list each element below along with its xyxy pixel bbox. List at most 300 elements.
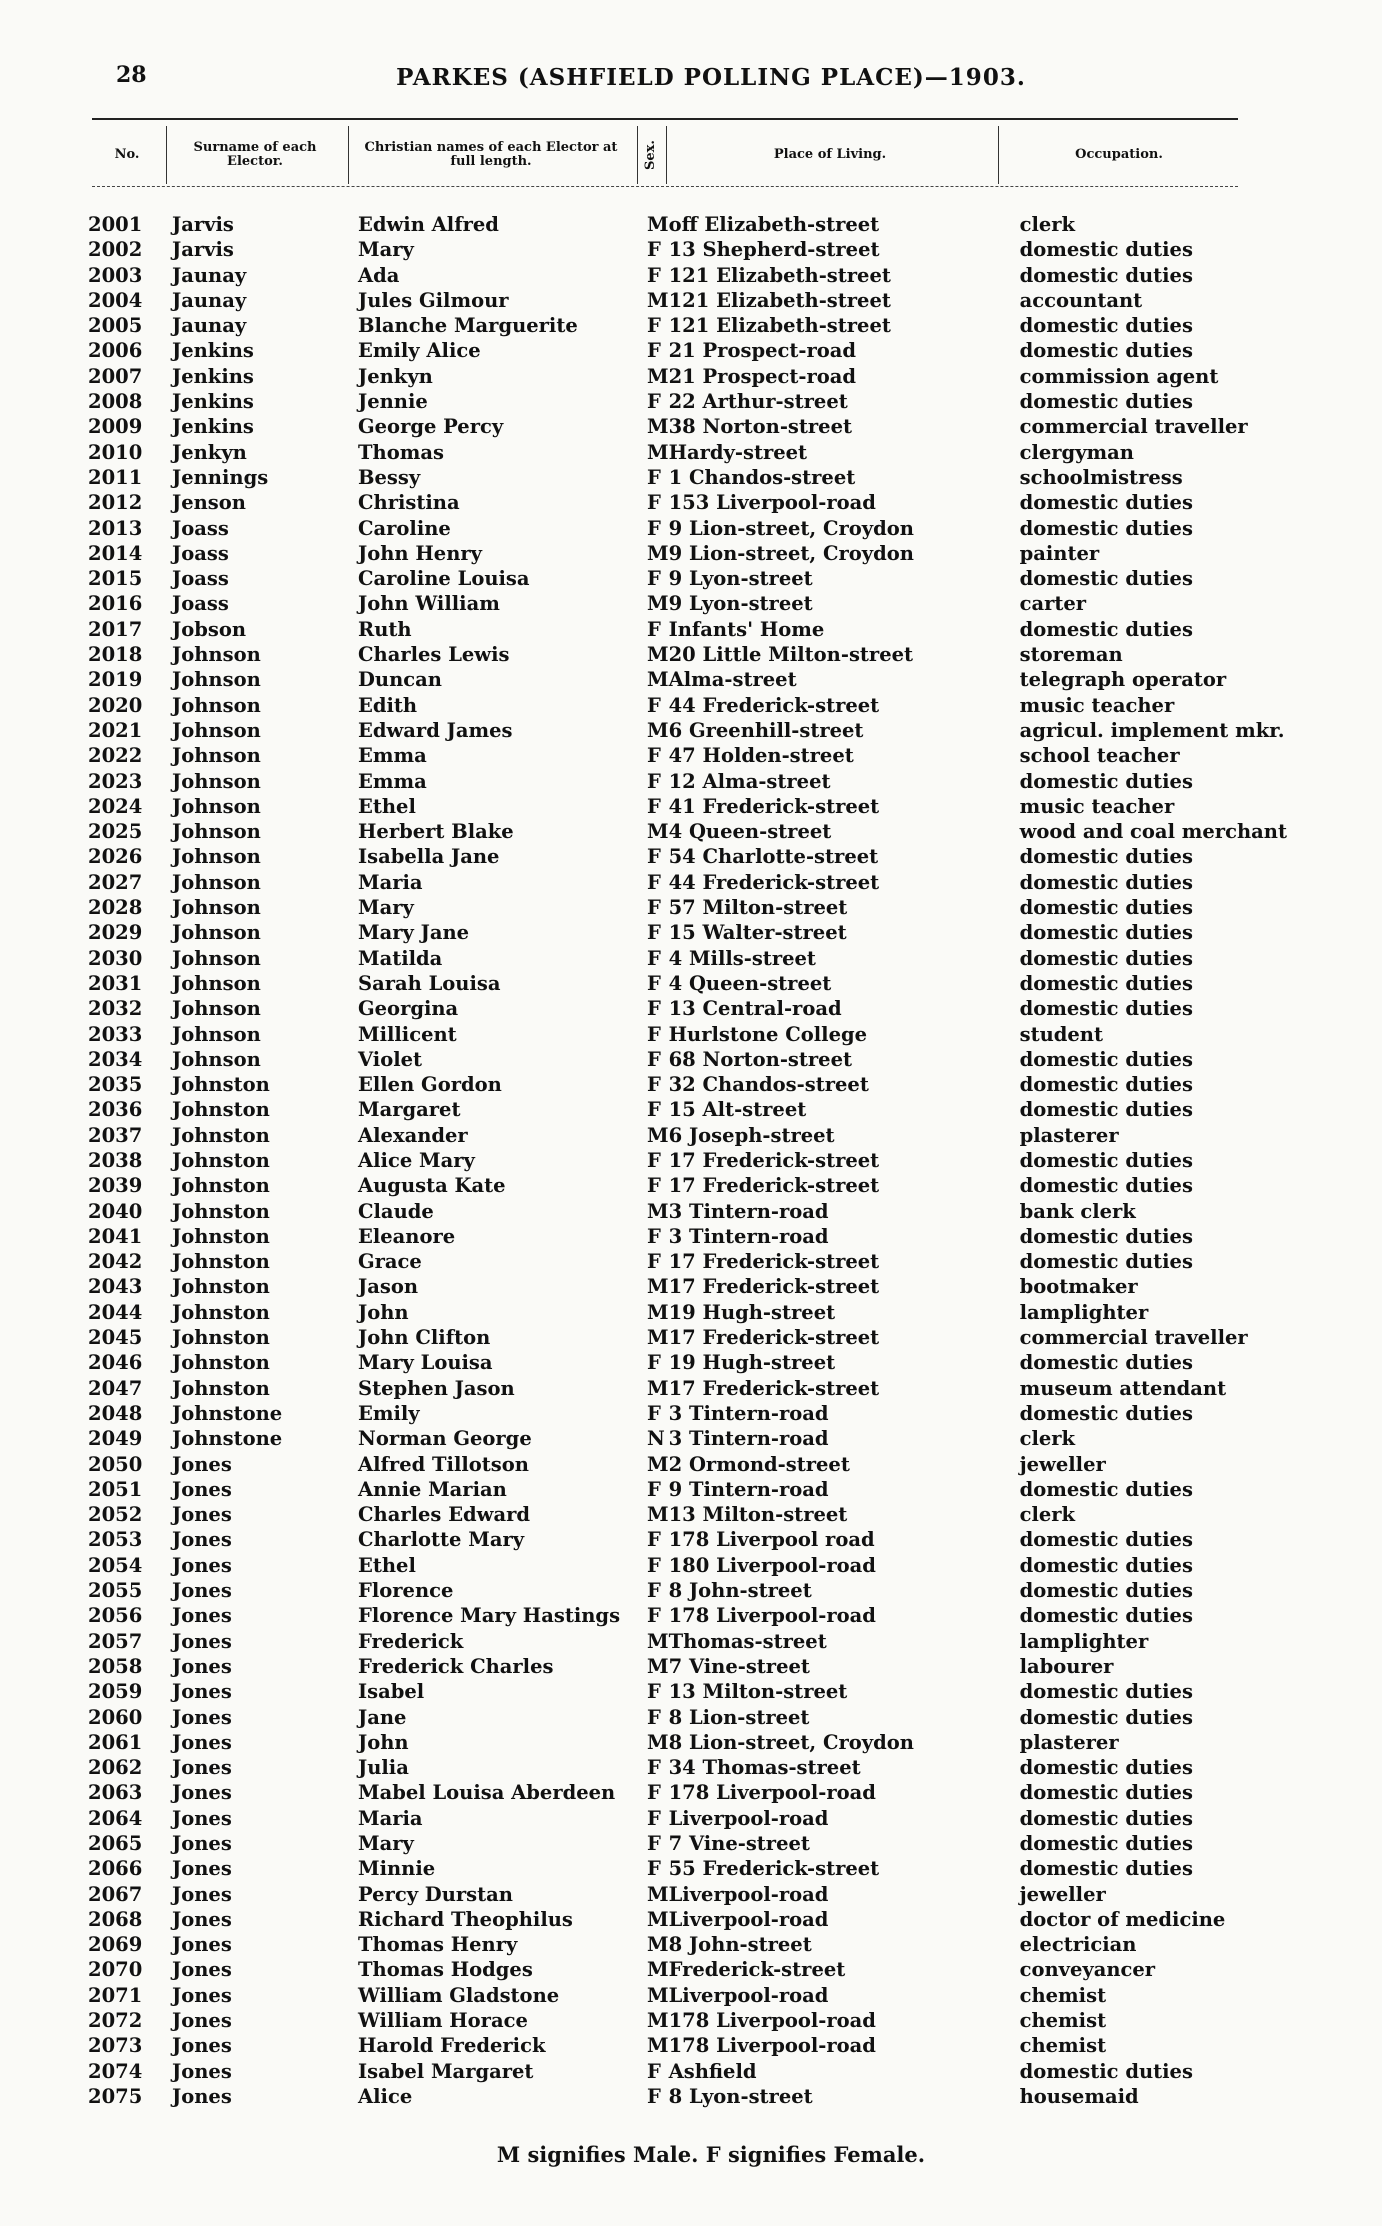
occupation: domestic duties — [1019, 238, 1193, 262]
sex: F — [647, 1579, 661, 1603]
elector-number: 2011 — [88, 465, 143, 489]
table-row — [88, 1300, 1320, 1325]
place-of-living: 153 Liverpool-road — [668, 491, 876, 515]
occupation: domestic duties — [1019, 1174, 1193, 1198]
table-row — [88, 996, 1320, 1021]
place-of-living: 68 Norton-street — [668, 1047, 852, 1071]
sex: F — [647, 263, 661, 287]
occupation: storeman — [1019, 643, 1123, 667]
sex: M — [647, 440, 669, 464]
occupation: lamplighter — [1019, 1300, 1149, 1324]
place-of-living: 13 Shepherd-street — [668, 238, 880, 262]
occupation: domestic duties — [1019, 1073, 1193, 1097]
sex: M — [647, 1983, 669, 2007]
occupation: clerk — [1019, 1427, 1076, 1451]
surname: Johnston — [172, 1098, 270, 1122]
christian-names: Ethel — [358, 1553, 416, 1577]
table-row — [88, 1755, 1320, 1780]
occupation: domestic duties — [1019, 1756, 1193, 1780]
sex: M — [647, 718, 669, 742]
elector-number: 2032 — [88, 997, 143, 1021]
christian-names: John William — [358, 592, 500, 616]
occupation: housemaid — [1019, 2084, 1139, 2108]
table-row — [88, 1199, 1320, 1224]
place-of-living: 54 Charlotte-street — [668, 845, 879, 869]
header-divider — [348, 126, 349, 184]
surname: Johnson — [172, 744, 261, 768]
sex: M — [647, 2009, 669, 2033]
table-row — [88, 263, 1320, 288]
place-of-living: 17 Frederick-street — [668, 1326, 880, 1350]
surname: Joass — [172, 541, 229, 565]
surname: Jones — [172, 1958, 232, 1982]
christian-names: Sarah Louisa — [358, 971, 501, 995]
surname: Johnson — [172, 643, 261, 667]
place-of-living: Infants' Home — [668, 617, 825, 641]
christian-names: Jane — [358, 1705, 407, 1729]
header-occupation: Occupation. — [1075, 147, 1163, 162]
place-of-living: 13 Milton-street — [668, 1503, 848, 1527]
electors-table — [88, 212, 1320, 2109]
occupation: domestic duties — [1019, 1401, 1193, 1425]
christian-names: Violet — [358, 1047, 423, 1071]
christian-names: Thomas — [358, 440, 444, 464]
sex: F — [647, 238, 661, 262]
table-row — [88, 794, 1320, 819]
christian-names: Norman George — [358, 1427, 532, 1451]
occupation: conveyancer — [1019, 1958, 1156, 1982]
table-row — [88, 920, 1320, 945]
occupation: domestic duties — [1019, 491, 1193, 515]
christian-names: Augusta Kate — [358, 1174, 506, 1198]
occupation: domestic duties — [1019, 1705, 1193, 1729]
place-of-living: 12 Alma-street — [668, 769, 831, 793]
place-of-living: Liverpool-road — [668, 1882, 829, 1906]
elector-number: 2044 — [88, 1300, 143, 1324]
table-row — [88, 1553, 1320, 1578]
surname: Jaunay — [172, 263, 247, 287]
surname: Johnston — [172, 1073, 270, 1097]
table-row — [88, 2084, 1320, 2109]
occupation: labourer — [1019, 1654, 1114, 1678]
table-row — [88, 1806, 1320, 1831]
occupation: domestic duties — [1019, 567, 1193, 591]
place-of-living: 34 Thomas-street — [668, 1756, 861, 1780]
surname: Johnson — [172, 769, 261, 793]
surname: Johnson — [172, 1047, 261, 1071]
occupation: domestic duties — [1019, 1806, 1193, 1830]
christian-names: Jules Gilmour — [358, 288, 509, 312]
surname: Johnson — [172, 693, 261, 717]
christian-names: Harold Frederick — [358, 2034, 546, 2058]
table-row — [88, 1376, 1320, 1401]
place-of-living: 7 Vine-street — [668, 1832, 810, 1855]
sex: F — [647, 845, 661, 869]
elector-number: 2021 — [88, 718, 143, 742]
elector-number: 2074 — [88, 2059, 143, 2083]
place-of-living: Liverpool-road — [668, 1806, 829, 1830]
elector-number: 2002 — [88, 238, 143, 262]
christian-names: Alice Mary — [358, 1148, 475, 1172]
table-row — [88, 769, 1320, 794]
elector-number: 2073 — [88, 2034, 143, 2058]
place-of-living: Hurlstone College — [668, 1022, 868, 1046]
elector-number: 2057 — [88, 1629, 143, 1653]
elector-number: 2053 — [88, 1528, 143, 1552]
table-row — [88, 1983, 1320, 2008]
sex: F — [647, 1351, 661, 1375]
place-of-living: 121 Elizabeth-street — [668, 314, 891, 338]
elector-number: 2018 — [88, 643, 143, 667]
christian-names: Duncan — [358, 668, 442, 692]
place-of-living: 17 Frederick-street — [668, 1275, 880, 1299]
christian-names: Alfred Tillotson — [358, 1452, 529, 1476]
christian-names: John — [358, 1300, 409, 1324]
sex: F — [647, 794, 661, 818]
christian-names: Percy Durstan — [358, 1882, 513, 1906]
surname: Johnston — [172, 1174, 270, 1198]
occupation: jeweller — [1019, 1452, 1106, 1476]
place-of-living: 3 Tintern-road — [668, 1224, 829, 1248]
header-divider — [637, 126, 638, 184]
sex: F — [647, 1528, 661, 1552]
surname: Jaunay — [172, 288, 247, 312]
table-row — [88, 971, 1320, 996]
occupation: domestic duties — [1019, 896, 1193, 920]
christian-names: Thomas Henry — [358, 1933, 518, 1957]
table-row — [88, 1249, 1320, 1274]
christian-names: Mary — [358, 1832, 414, 1855]
table-row — [88, 414, 1320, 439]
place-of-living: 9 Lyon-street — [668, 592, 813, 616]
surname: Jenkins — [172, 339, 254, 363]
table-row — [88, 1325, 1320, 1350]
elector-number: 2025 — [88, 820, 143, 844]
place-of-living: 9 Lyon-street — [668, 567, 813, 591]
table-row — [88, 1679, 1320, 1704]
occupation: electrician — [1019, 1933, 1137, 1957]
place-of-living: 19 Hugh-street — [668, 1300, 836, 1324]
sex: M — [647, 1300, 669, 1324]
table-row — [88, 693, 1320, 718]
occupation: doctor of medicine — [1019, 1907, 1226, 1931]
occupation: lamplighter — [1019, 1629, 1149, 1653]
elector-number: 2040 — [88, 1199, 143, 1223]
place-of-living: 3 Tintern-road — [668, 1427, 829, 1451]
place-of-living: 7 Vine-street — [668, 1654, 810, 1678]
occupation: domestic duties — [1019, 314, 1193, 338]
surname: Jarvis — [172, 238, 234, 262]
table-row — [88, 237, 1320, 262]
christian-names: Edward James — [358, 718, 513, 742]
table-row — [88, 895, 1320, 920]
sex: F — [647, 1401, 661, 1425]
table-row — [88, 1578, 1320, 1603]
christian-names: Stephen Jason — [358, 1376, 515, 1400]
table-row — [88, 1882, 1320, 1907]
elector-number: 2068 — [88, 1907, 143, 1931]
place-of-living: Thomas-street — [668, 1629, 827, 1653]
christian-names: Eleanore — [358, 1224, 456, 1248]
elector-number: 2024 — [88, 794, 143, 818]
occupation: commercial traveller — [1019, 415, 1248, 439]
surname: Jarvis — [172, 213, 234, 236]
table-row — [88, 1123, 1320, 1148]
sex: F — [647, 1781, 661, 1805]
christian-names: Herbert Blake — [358, 820, 514, 844]
christian-names: Ethel — [358, 794, 416, 818]
place-of-living: 55 Frederick-street — [668, 1857, 880, 1881]
sex: F — [647, 1022, 661, 1046]
christian-names: Matilda — [358, 946, 443, 970]
sex: F — [647, 465, 661, 489]
table-row — [88, 1097, 1320, 1122]
elector-number: 2012 — [88, 491, 143, 515]
place-of-living: Liverpool-road — [668, 1983, 829, 2007]
surname: Jenkins — [172, 390, 254, 414]
table-row — [88, 844, 1320, 869]
sex: M — [647, 364, 669, 388]
table-row — [88, 364, 1320, 389]
table-row — [88, 440, 1320, 465]
surname: Jones — [172, 1654, 232, 1678]
christian-names: Jenkyn — [358, 364, 433, 388]
occupation: painter — [1019, 541, 1100, 565]
sex: F — [647, 1098, 661, 1122]
place-of-living: 17 Frederick-street — [668, 1174, 880, 1198]
elector-number: 2075 — [88, 2084, 143, 2108]
surname: Jones — [172, 1832, 232, 1855]
place-of-living: 57 Milton-street — [668, 896, 848, 920]
elector-number: 2001 — [88, 213, 143, 236]
table-row — [88, 212, 1320, 237]
occupation: domestic duties — [1019, 516, 1193, 540]
table-row — [88, 1603, 1320, 1628]
christian-names: Annie Marian — [358, 1477, 507, 1501]
elector-number: 2034 — [88, 1047, 143, 1071]
elector-number: 2008 — [88, 390, 143, 414]
place-of-living: 9 Tintern-road — [668, 1477, 829, 1501]
sex: M — [647, 1730, 669, 1754]
surname: Jones — [172, 1579, 232, 1603]
occupation: school teacher — [1019, 744, 1180, 768]
sex: M — [647, 1907, 669, 1931]
elector-number: 2038 — [88, 1148, 143, 1172]
sex: F — [647, 314, 661, 338]
christian-names: Emily — [358, 1401, 420, 1425]
christian-names: Jason — [358, 1275, 419, 1299]
christian-names: Edwin Alfred — [358, 213, 499, 236]
christian-names: John — [358, 1730, 409, 1754]
occupation: domestic duties — [1019, 2059, 1193, 2083]
table-row — [88, 667, 1320, 692]
elector-number: 2026 — [88, 845, 143, 869]
place-of-living: 15 Alt-street — [668, 1098, 807, 1122]
christian-names: Caroline Louisa — [358, 567, 530, 591]
occupation: agricul. implement mkr. — [1019, 718, 1285, 742]
table-row — [88, 465, 1320, 490]
header-place: Place of Living. — [773, 147, 887, 162]
table-row — [88, 1629, 1320, 1654]
sex: M — [647, 592, 669, 616]
occupation: domestic duties — [1019, 390, 1193, 414]
occupation: music teacher — [1019, 693, 1175, 717]
occupation: domestic duties — [1019, 1224, 1193, 1248]
sex: M — [647, 1503, 669, 1527]
surname: Johnston — [172, 1300, 270, 1324]
occupation: domestic duties — [1019, 1477, 1193, 1501]
place-of-living: 4 Queen-street — [668, 820, 832, 844]
place-of-living: 32 Chandos-street — [668, 1073, 869, 1097]
place-of-living: 8 John-street — [668, 1579, 812, 1603]
sex: M — [647, 2034, 669, 2058]
sex: F — [647, 1250, 661, 1274]
elector-number: 2041 — [88, 1224, 143, 1248]
surname: Johnstone — [172, 1427, 283, 1451]
christian-names: Emma — [358, 744, 427, 768]
sex: M — [647, 213, 669, 236]
surname: Jones — [172, 1705, 232, 1729]
occupation: domestic duties — [1019, 1148, 1193, 1172]
elector-number: 2035 — [88, 1073, 143, 1097]
elector-number: 2006 — [88, 339, 143, 363]
table-row — [88, 516, 1320, 541]
christian-names: Maria — [358, 870, 423, 894]
christian-names: Charles Edward — [358, 1503, 531, 1527]
header-top-rule — [92, 118, 1238, 120]
elector-number: 2020 — [88, 693, 143, 717]
surname: Johnson — [172, 870, 261, 894]
christian-names: Alexander — [358, 1123, 468, 1147]
table-row — [88, 1957, 1320, 1982]
sex: M — [647, 668, 669, 692]
sex: F — [647, 339, 661, 363]
occupation: clergyman — [1019, 440, 1134, 464]
place-of-living: 21 Prospect-road — [668, 364, 857, 388]
occupation: chemist — [1019, 2009, 1107, 2033]
surname: Jones — [172, 1857, 232, 1881]
table-row — [88, 1022, 1320, 1047]
sex: F — [647, 997, 661, 1021]
occupation: student — [1019, 1022, 1103, 1046]
elector-number: 2031 — [88, 971, 143, 995]
surname: Joass — [172, 592, 229, 616]
table-row — [88, 566, 1320, 591]
occupation: domestic duties — [1019, 971, 1193, 995]
elector-number: 2022 — [88, 744, 143, 768]
place-of-living: 2 Ormond-street — [668, 1452, 850, 1476]
occupation: domestic duties — [1019, 1680, 1193, 1704]
christian-names: Caroline — [358, 516, 451, 540]
place-of-living: 1 Chandos-street — [668, 465, 856, 489]
elector-number: 2033 — [88, 1022, 143, 1046]
sex: M — [647, 1123, 669, 1147]
surname: Jones — [172, 1680, 232, 1704]
header-sex: Sex. — [643, 140, 658, 170]
occupation: plasterer — [1019, 1123, 1119, 1147]
place-of-living: Frederick-street — [668, 1958, 846, 1982]
christian-names: Margaret — [358, 1098, 461, 1122]
occupation: domestic duties — [1019, 769, 1193, 793]
christian-names: Isabella Jane — [358, 845, 500, 869]
sex: F — [647, 1174, 661, 1198]
table-row — [88, 2059, 1320, 2084]
occupation: clerk — [1019, 213, 1076, 236]
sex: F — [647, 1553, 661, 1577]
elector-number: 2060 — [88, 1705, 143, 1729]
place-of-living: 9 Lion-street, Croydon — [668, 541, 914, 565]
sex: M — [647, 1326, 669, 1350]
sex: F — [647, 2084, 661, 2108]
occupation: music teacher — [1019, 794, 1175, 818]
place-of-living: 178 Liverpool-road — [668, 2034, 876, 2058]
sex: F — [647, 491, 661, 515]
surname: Johnson — [172, 820, 261, 844]
occupation: domestic duties — [1019, 1832, 1193, 1855]
surname: Johnson — [172, 946, 261, 970]
elector-number: 2055 — [88, 1579, 143, 1603]
table-row — [88, 1072, 1320, 1097]
place-of-living: 47 Holden-street — [668, 744, 854, 768]
place-of-living: 180 Liverpool-road — [668, 1553, 876, 1577]
occupation: bank clerk — [1019, 1199, 1136, 1223]
surname: Johnston — [172, 1123, 270, 1147]
place-of-living: 44 Frederick-street — [668, 870, 880, 894]
sex: M — [647, 1882, 669, 1906]
sex: F — [647, 946, 661, 970]
elector-number: 2013 — [88, 516, 143, 540]
header-bottom-rule — [92, 186, 1238, 187]
elector-number: 2007 — [88, 364, 143, 388]
occupation: schoolmistress — [1019, 465, 1183, 489]
christian-names: Richard Theophilus — [358, 1907, 573, 1931]
surname: Jones — [172, 1781, 232, 1805]
surname: Jenson — [172, 491, 246, 515]
occupation: domestic duties — [1019, 870, 1193, 894]
christian-names: Jennie — [358, 390, 428, 414]
occupation: domestic duties — [1019, 921, 1193, 945]
christian-names: Millicent — [358, 1022, 457, 1046]
occupation: bootmaker — [1019, 1275, 1138, 1299]
sex: M — [647, 1199, 669, 1223]
occupation: wood and coal merchant — [1019, 820, 1287, 844]
place-of-living: 44 Frederick-street — [668, 693, 880, 717]
place-of-living: 20 Little Milton-street — [668, 643, 914, 667]
elector-number: 2051 — [88, 1477, 143, 1501]
christian-names: Minnie — [358, 1857, 436, 1881]
sex: F — [647, 769, 661, 793]
surname: Johnson — [172, 971, 261, 995]
christian-names: Mary Jane — [358, 921, 470, 945]
table-row — [88, 1047, 1320, 1072]
place-of-living: 13 Central-road — [668, 997, 842, 1021]
table-row — [88, 1452, 1320, 1477]
elector-number: 2047 — [88, 1376, 143, 1400]
sex: F — [647, 1832, 661, 1855]
place-of-living: 19 Hugh-street — [668, 1351, 836, 1375]
christian-names: Mary — [358, 896, 414, 920]
surname: Jones — [172, 1756, 232, 1780]
surname: Joass — [172, 567, 229, 591]
surname: Jones — [172, 1882, 232, 1906]
christian-names: Edith — [358, 693, 418, 717]
elector-number: 2054 — [88, 1553, 143, 1577]
christian-names: Florence — [358, 1579, 454, 1603]
sex: F — [647, 1756, 661, 1780]
surname: Johnston — [172, 1199, 270, 1223]
christian-names: Mabel Louisa Aberdeen — [358, 1781, 616, 1805]
surname: Jones — [172, 1477, 232, 1501]
